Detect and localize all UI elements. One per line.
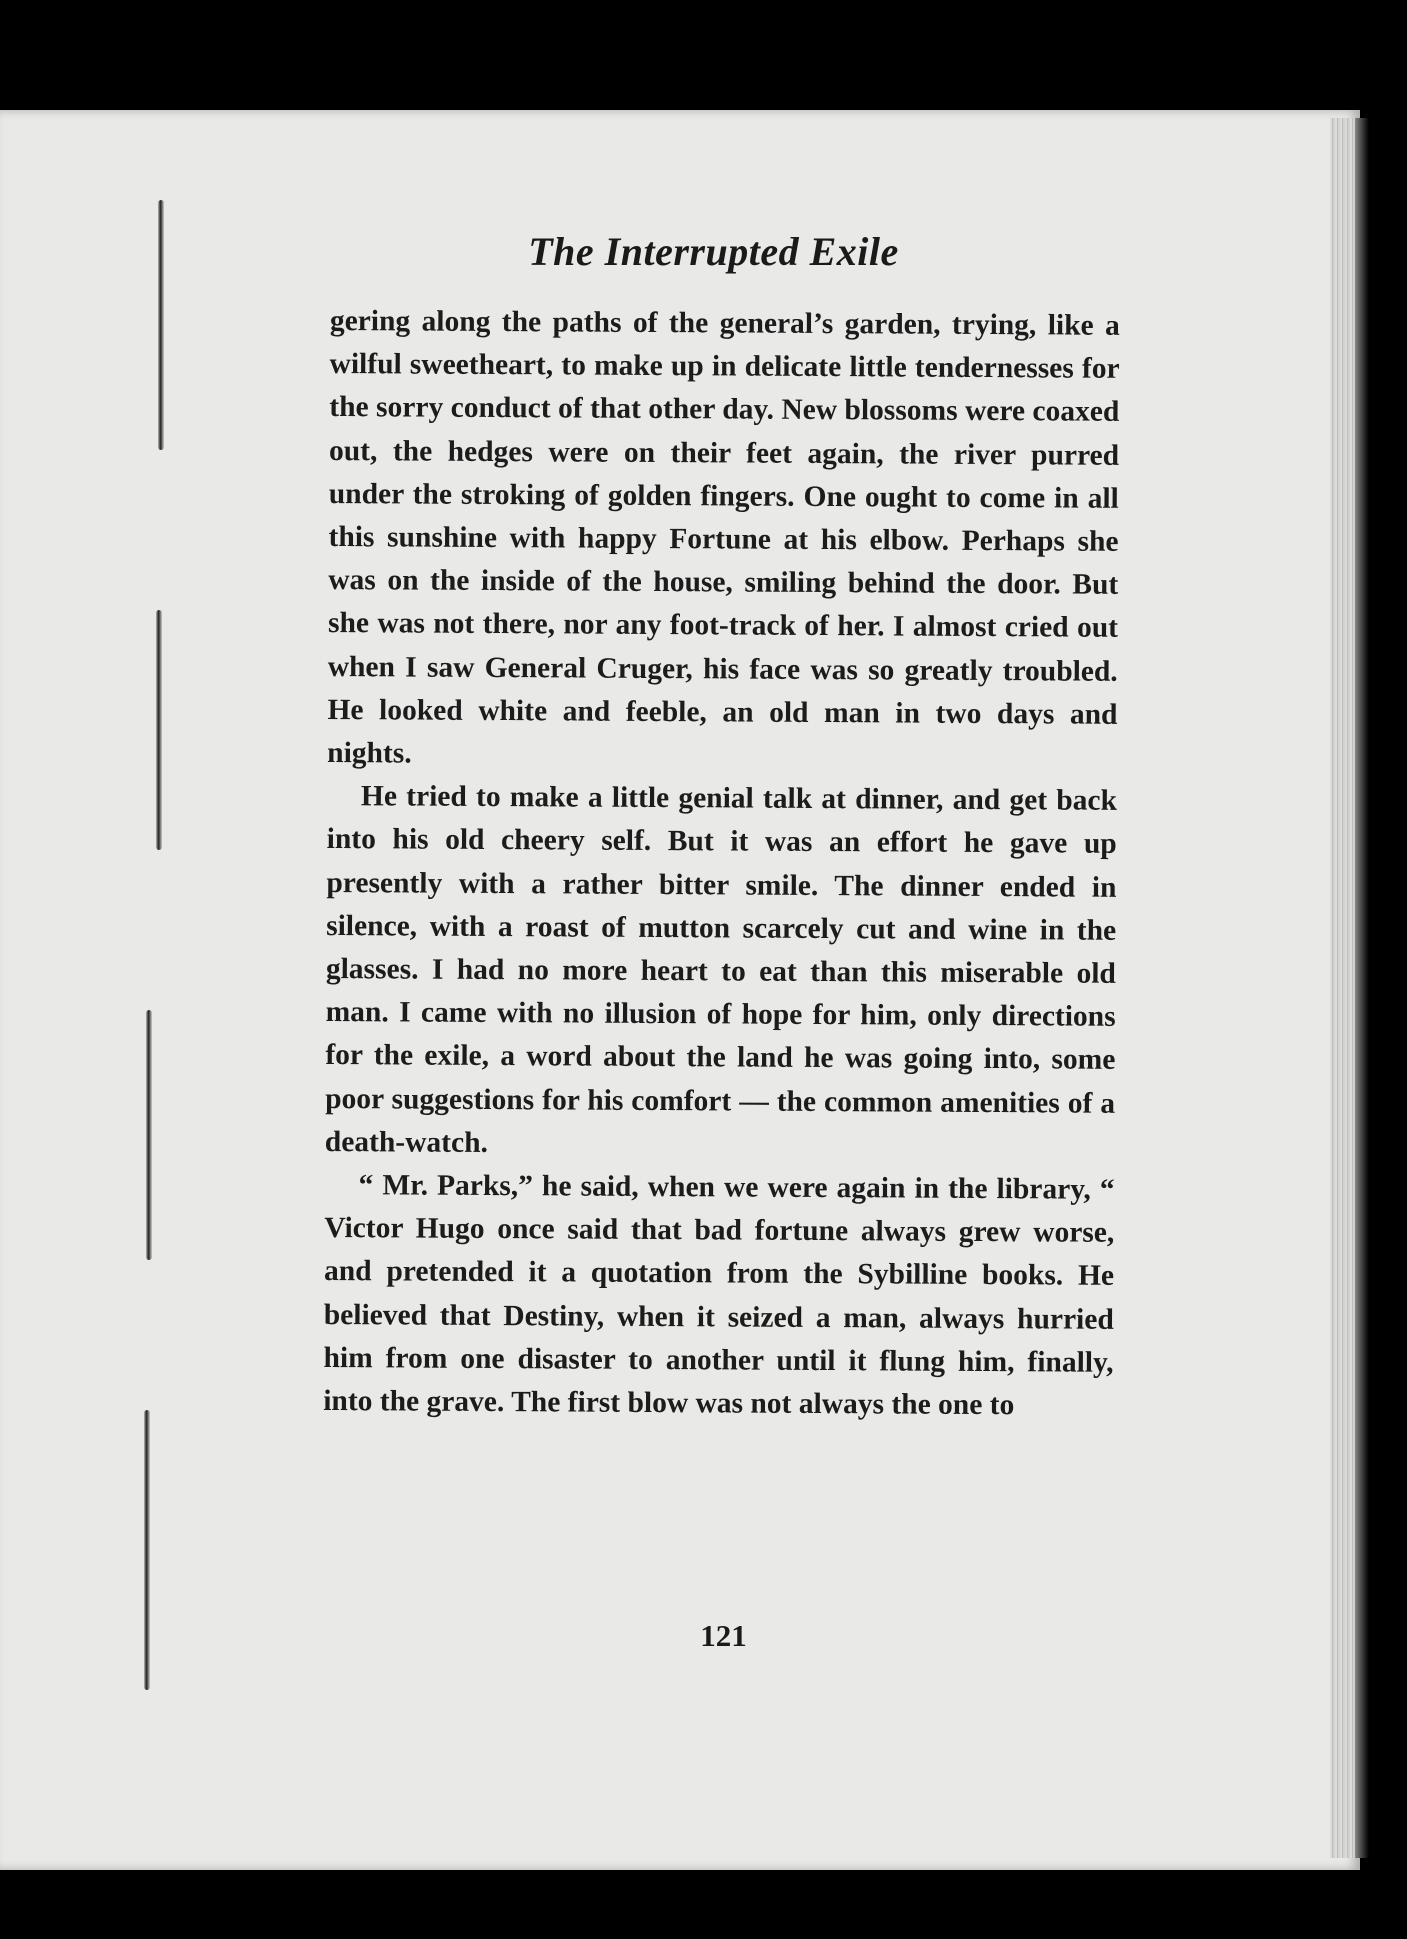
paragraph: “ Mr. Parks,” he said, when we were again in the library, “ Victor Hugo once said that bad fortune always grew worse, and pretended it a quotation from the Sybilline books. He believed that Destiny, when it seized a man, always hurried him from one disaster to another until it flung him, finally, into the grave. The first blow was not always the one to <box>323 1169 1115 1422</box>
running-head: The Interrupted Exile <box>528 229 899 274</box>
binding-mark <box>146 1010 152 1260</box>
page-edge-shadow <box>1355 118 1369 1858</box>
body-text <box>323 300 1120 1428</box>
paragraph: He tried to make a little genial talk at dinner, and get back into his old cheery self. But it was an effort he gave up presently with a rather bitter smile. The dinner ended in silence, with a roast of mutton scarcely cut and wine in the glasses. I had no more heart to eat than this miserable old man. I came with no illusion of hope for him, only directions for the exile, a word about the land he was going into, some poor suggestions for his comfort — the common amenities of a death-watch. <box>324 780 1118 1159</box>
page-number: 121 <box>700 1618 747 1653</box>
binding-mark <box>156 610 162 850</box>
paragraph: gering along the paths of the general’s garden, trying, like a wilful sweetheart, to make up in delicate little tendernesses for the sorry conduct of that other day. New blossoms were coaxed out, the hedges were on their feet again, the river purred under the stroking of golden fingers. One ought to come in all this sunshine with happy Fortune at his elbow. Perhaps she was on the inside of the house, smiling behind the door. But she was not there, nor any foot-track of her. I almost cried out when I saw General Cruger, his face was so greatly troubled. He looked white and feeble, an old man in two days and nights. <box>327 304 1120 770</box>
